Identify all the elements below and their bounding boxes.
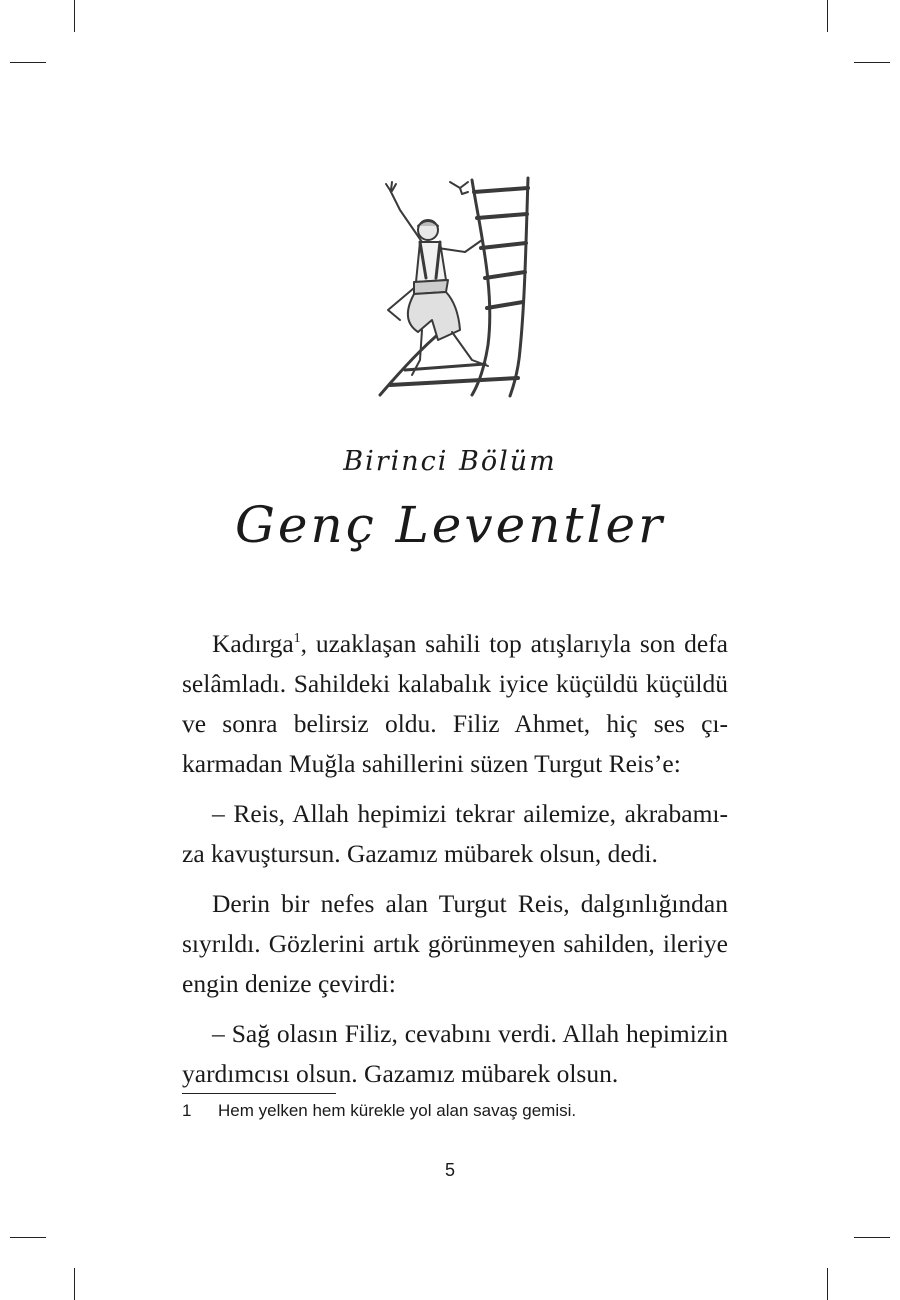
paragraph: – Sağ olasın Filiz, cevabını verdi. Allah hepimizin yardımcısı olsun. Gazamız mübarek olsun.: [182, 1019, 728, 1088]
footnote-reference[interactable]: 1: [293, 631, 301, 646]
chapter-label: Birinci Bölüm: [343, 446, 557, 477]
paragraph: Derin bir nefes alan Turgut Reis, dalgınlığından sıyrıldı. Gözlerini artık görünmeyen sahilden, ileriye engin denize çevirdi:: [182, 889, 728, 998]
crop-mark: [10, 1237, 46, 1238]
crop-mark: [10, 62, 46, 63]
crop-mark: [854, 1237, 890, 1238]
crop-mark: [74, 0, 75, 32]
body-text: [182, 624, 728, 1104]
sailor-climbing-rope-ladder-icon: [360, 170, 540, 400]
page-number: 5: [444, 1160, 455, 1180]
paragraph: [182, 624, 728, 784]
crop-mark: [854, 62, 890, 63]
crop-mark: [827, 0, 828, 32]
chapter-title: Genç Leventler: [234, 496, 666, 554]
crop-mark: [827, 1268, 828, 1300]
footnote-number: 1: [182, 1101, 192, 1120]
paragraph-text: , uzaklaşan sahili top atışlarıyla son defa selâmladı. Sahildeki kalabalık iyice küçüldü küçüldü ve sonra belirsiz oldu. Filiz Ahmet, hiç ses çıkarmadan Muğla sahillerini süzen Turgut Reis’e:: [182, 629, 728, 778]
footnote-text: Hem yelken hem kürekle yol alan savaş gemisi.: [218, 1101, 577, 1120]
footnote-divider: [182, 1093, 336, 1094]
footnote: [182, 1101, 576, 1121]
crop-mark: [74, 1268, 75, 1300]
paragraph-text: Kadırga: [212, 629, 294, 658]
paragraph: – Reis, Allah hepimizi tekrar ailemize, akrabamıza kavuştursun. Gazamız mübarek olsun, dedi.: [182, 799, 728, 868]
